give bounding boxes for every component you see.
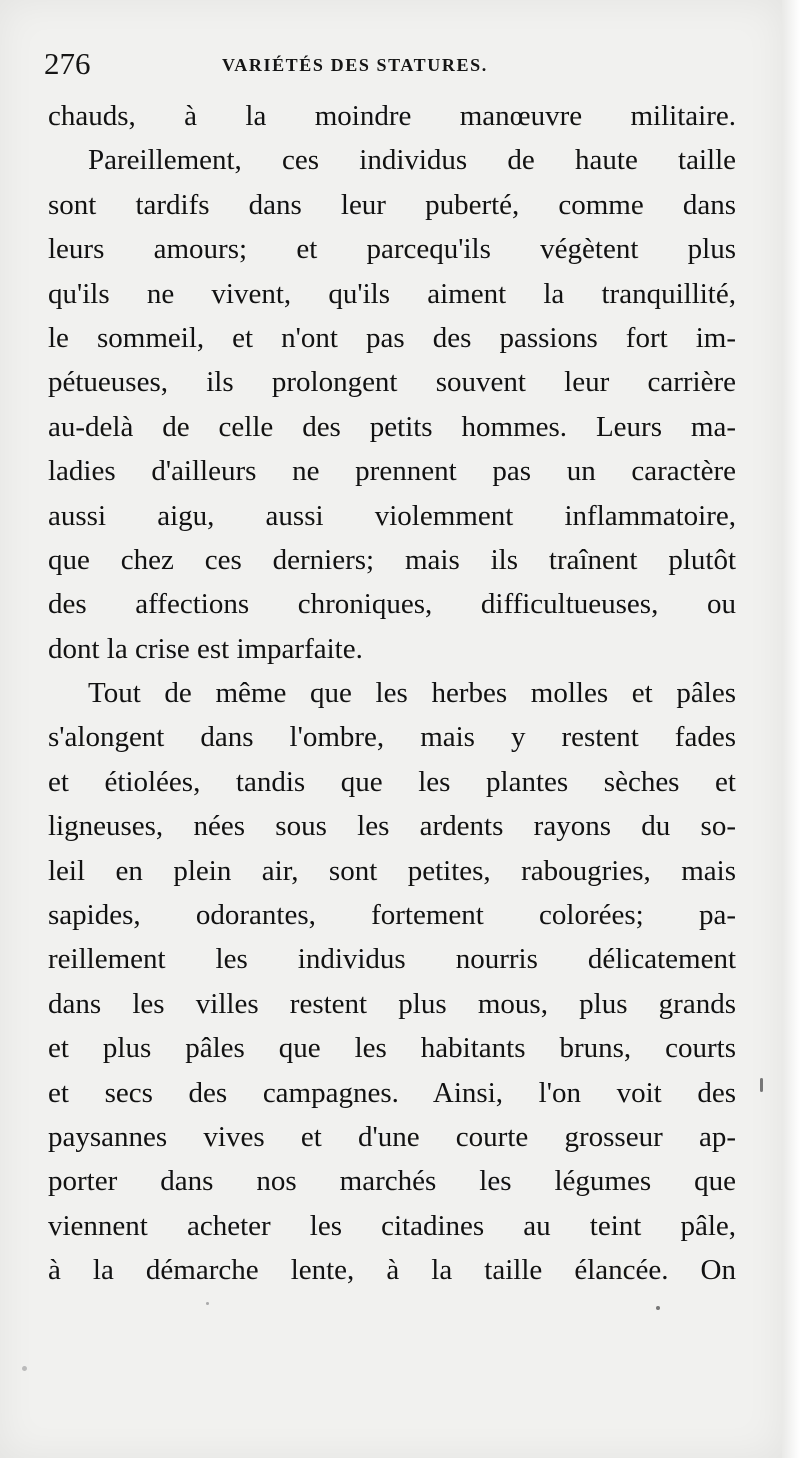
text-line: ladies d'ailleurs ne prennent pas un caractère [48,455,736,488]
text-line: et secs des campagnes. Ainsi, l'on voit des [48,1076,736,1109]
text-line: viennent acheter les citadines au teint pâle, [48,1209,736,1242]
text-line: dont la crise est imparfaite. [48,632,363,665]
text-line: sont tardifs dans leur puberté, comme dans [48,188,736,221]
text-line: des affections chroniques, difficultueuses, ou [48,588,736,621]
text-line: qu'ils ne vivent, qu'ils aiment la tranquillité, [48,277,736,310]
text-line: aussi aigu, aussi violemment inflammatoire, [48,499,736,532]
text-line: que chez ces derniers; mais ils traînent plutôt [48,543,736,576]
paper-speck [206,1302,209,1305]
page-header [44,46,744,86]
text-line: ligneuses, nées sous les ardents rayons du so- [48,810,736,843]
text-line: s'alongent dans l'ombre, mais y restent fades [48,721,736,754]
text-line: paysannes vives et d'une courte grosseur ap- [48,1120,736,1153]
body-text [48,94,736,1293]
paper-speck [22,1366,27,1371]
text-line: Tout de même que les herbes molles et pâles [88,677,736,710]
page-number: 276 [44,46,91,81]
text-line: Pareillement, ces individus de haute taille [88,144,736,177]
text-line: dans les villes restent plus mous, plus grands [48,987,736,1020]
paper-speck [760,1078,763,1092]
text-line: et plus pâles que les habitants bruns, courts [48,1032,736,1065]
text-line: leil en plein air, sont petites, rabougries, mais [48,854,736,887]
text-line: pétueuses, ils prolongent souvent leur carrière [48,366,736,399]
text-line: au-delà de celle des petits hommes. Leurs ma- [48,410,736,443]
text-line: sapides, odorantes, fortement colorées; pa- [48,899,736,932]
text-line: et étiolées, tandis que les plantes sèches et [48,765,736,798]
page-edge [782,0,800,1458]
running-head: VARIÉTÉS DES STATURES. [222,55,488,75]
paper-speck [656,1306,660,1310]
text-line: reillement les individus nourris délicatement [48,943,736,976]
text-line: chauds, à la moindre manœuvre militaire. [48,100,736,132]
text-line: le sommeil, et n'ont pas des passions fort im- [48,321,736,354]
text-line: porter dans nos marchés les légumes que [48,1165,736,1198]
text-line: à la démarche lente, à la taille élancée. On [48,1254,736,1287]
text-line: leurs amours; et parcequ'ils végètent plus [48,233,736,266]
